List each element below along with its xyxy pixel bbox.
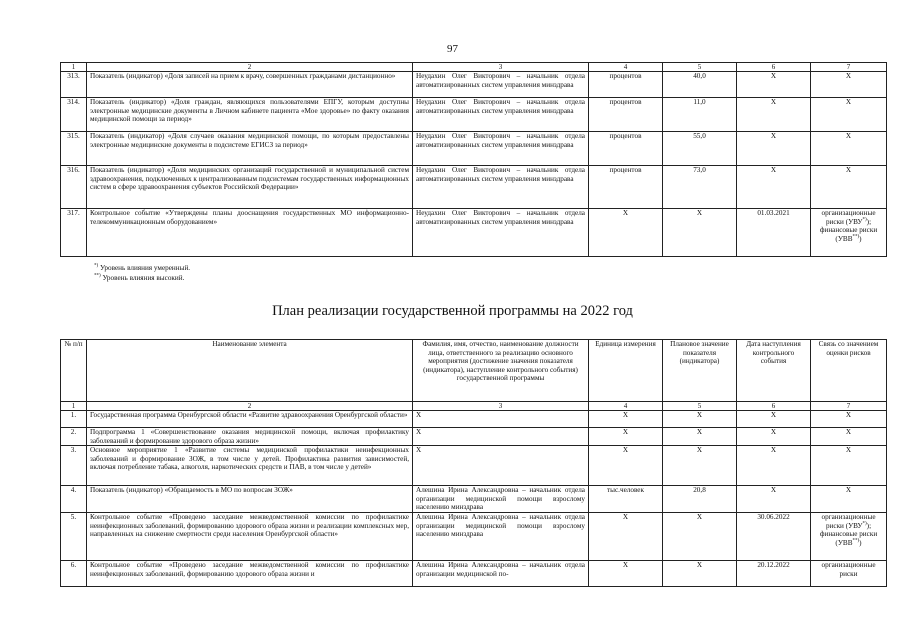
event-date-cell: X [737, 98, 811, 132]
risk-link-cell: X [811, 411, 887, 428]
header-plan: Плановое значение показателя (индикатора) [663, 340, 737, 402]
responsible-person-cell: X [413, 411, 589, 428]
event-date-cell: X [737, 132, 811, 166]
row-number-cell: 4. [61, 486, 87, 513]
table-row [61, 209, 887, 257]
plan-value-cell: X [663, 513, 737, 561]
column-index-cell: 7 [811, 63, 887, 72]
element-name-cell: Контрольное событие «Проведено заседание межведомственной комиссии по профилактике неинфекционных заболеваний, формированию здорового образа жизни и [87, 561, 413, 587]
header-name: Наименование элемента [87, 340, 413, 402]
unit-cell: процентов [589, 72, 663, 98]
responsible-person-cell: Неудахин Олег Викторович – начальник отдела автоматизированных систем управления минздрава [413, 209, 589, 257]
row-number-cell: 313. [61, 72, 87, 98]
risk-link-cell: X [811, 486, 887, 513]
row-number-cell: 317. [61, 209, 87, 257]
column-index-cell: 5 [663, 63, 737, 72]
header-date: Дата наступления контрольного события [737, 340, 811, 402]
column-index-cell: 2 [87, 402, 413, 411]
risk-link-cell: X [811, 98, 887, 132]
column-index-cell: 6 [737, 63, 811, 72]
unit-cell: X [589, 446, 663, 486]
table-row [61, 166, 887, 209]
header-responsible: Фамилия, имя, отчество, наименование должности лица, ответственного за реализацию основного мероприятия (достижение значения показателя (индикатора), наступление контрольного события) государственной программы [413, 340, 589, 402]
element-name-cell: Показатель (индикатор) «Доля граждан, являющихся пользователями ЕПГУ, которым доступны электронные медицинские документы в Личном кабинете пациента «Мое здоровье» по факту оказания медицинской помощи за период» [87, 98, 413, 132]
unit-cell: тыс.человек [589, 486, 663, 513]
row-number-cell: 315. [61, 132, 87, 166]
plan-value-cell: X [663, 209, 737, 257]
column-index-cell: 7 [811, 402, 887, 411]
header-num: № п/п [61, 340, 87, 402]
unit-cell: процентов [589, 98, 663, 132]
footnotes [94, 264, 190, 283]
event-date-cell: X [737, 428, 811, 446]
plan-value-cell: X [663, 428, 737, 446]
column-index-cell: 6 [737, 402, 811, 411]
row-number-cell: 314. [61, 98, 87, 132]
table-row [61, 486, 887, 513]
column-index-row [61, 402, 887, 411]
footnote-2 [94, 274, 190, 284]
table-row [61, 561, 887, 587]
table-row [61, 428, 887, 446]
table-row [61, 446, 887, 486]
unit-cell: X [589, 513, 663, 561]
element-name-cell: Показатель (индикатор) «Обращаемость в МО по вопросам ЗОЖ» [87, 486, 413, 513]
footnote-mark-2: **) [94, 273, 101, 279]
risk-link-cell: X [811, 166, 887, 209]
column-index-cell: 3 [413, 63, 589, 72]
risk-link-cell: организационные риски (УВУ*)); финансовые риски (УВВ**)) [811, 513, 887, 561]
table-header-row [61, 340, 887, 402]
risk-link-cell: X [811, 428, 887, 446]
unit-cell: X [589, 428, 663, 446]
event-date-cell: X [737, 411, 811, 428]
unit-cell: процентов [589, 166, 663, 209]
table-row [61, 411, 887, 428]
table-row [61, 72, 887, 98]
column-index-cell: 1 [61, 63, 87, 72]
plan-value-cell: X [663, 411, 737, 428]
plan-value-cell: X [663, 446, 737, 486]
footnote-text-2: Уровень влияния высокий. [102, 273, 185, 282]
element-name-cell: Показатель (индикатор) «Доля медицинских организаций государственной и муниципальной систем здравоохранения, подключенных к централизованным подсистемам государственных информационных систем в сфере здравоохранения субъектов Российской Федерации» [87, 166, 413, 209]
table-program-2022 [60, 339, 887, 587]
footnote-1 [94, 264, 190, 274]
footnote-mark-1: *) [94, 263, 99, 269]
unit-cell: процентов [589, 132, 663, 166]
risk-link-cell: организационные риски [811, 561, 887, 587]
row-number-cell: 3. [61, 446, 87, 486]
table-row [61, 132, 887, 166]
responsible-person-cell: Неудахин Олег Викторович – начальник отдела автоматизированных систем управления минздрава [413, 132, 589, 166]
column-index-cell: 4 [589, 63, 663, 72]
responsible-person-cell: Алешина Ирина Александровна – начальник отдела организации медицинской помощи взрослому населению минздрава [413, 486, 589, 513]
risk-link-cell: X [811, 72, 887, 98]
row-number-cell: 316. [61, 166, 87, 209]
element-name-cell: Подпрограмма 1 «Совершенствование оказания медицинской помощи, включая профилактику заболеваний и формирование здорового образа жизни» [87, 428, 413, 446]
column-index-cell: 4 [589, 402, 663, 411]
risk-link-cell: X [811, 446, 887, 486]
event-date-cell: 30.06.2022 [737, 513, 811, 561]
element-name-cell: Показатель (индикатор) «Доля записей на прием к врачу, совершенных гражданами дистанционно» [87, 72, 413, 98]
responsible-person-cell: Алешина Ирина Александровна – начальник отдела организации медицинской по- [413, 561, 589, 587]
header-unit: Единица измерения [589, 340, 663, 402]
section-heading: План реализации государственной программы на 2022 год [272, 303, 633, 319]
event-date-cell: 01.03.2021 [737, 209, 811, 257]
unit-cell: X [589, 209, 663, 257]
plan-value-cell: 11,0 [663, 98, 737, 132]
plan-value-cell: X [663, 561, 737, 587]
footnote-text-1: Уровень влияния умеренный. [99, 264, 191, 272]
table-row [61, 513, 887, 561]
element-name-cell: Контрольное событие «Утверждены планы дооснащения государственных МО информационно-телекоммуникационным оборудованием» [87, 209, 413, 257]
column-index-cell: 1 [61, 402, 87, 411]
column-index-cell: 2 [87, 63, 413, 72]
plan-value-cell: 55,0 [663, 132, 737, 166]
plan-value-cell: 40,0 [663, 72, 737, 98]
plan-value-cell: 73,0 [663, 166, 737, 209]
unit-cell: X [589, 411, 663, 428]
plan-value-cell: 20,8 [663, 486, 737, 513]
table-row [61, 98, 887, 132]
column-index-row [61, 63, 887, 72]
page-number: 97 [447, 43, 458, 55]
table-program-2021-end [60, 62, 887, 257]
responsible-person-cell: Неудахин Олег Викторович – начальник отдела автоматизированных систем управления минздрава [413, 98, 589, 132]
responsible-person-cell: Неудахин Олег Викторович – начальник отдела автоматизированных систем управления минздрава [413, 72, 589, 98]
event-date-cell: 20.12.2022 [737, 561, 811, 587]
responsible-person-cell: X [413, 446, 589, 486]
row-number-cell: 5. [61, 513, 87, 561]
responsible-person-cell: Неудахин Олег Викторович – начальник отдела автоматизированных систем управления минздрава [413, 166, 589, 209]
element-name-cell: Основное мероприятие 1 «Развитие системы медицинской профилактики неинфекционных заболеваний и формирование ЗОЖ, в том числе у детей. Профилактика развития зависимостей, включая потребление табака, алкоголя, наркотических средств и ПАВ, в том числе у детей» [87, 446, 413, 486]
column-index-cell: 3 [413, 402, 589, 411]
element-name-cell: Государственная программа Оренбургской области «Развитие здравоохранения Оренбургской области» [87, 411, 413, 428]
event-date-cell: X [737, 486, 811, 513]
risk-link-cell: X [811, 132, 887, 166]
element-name-cell: Контрольное событие «Проведено заседание межведомственной комиссии по профилактике неинфекционных заболеваний, формированию здорового образа жизни и реализации комплексных мер, направленных на снижение смертности среди населения Оренбургской области» [87, 513, 413, 561]
row-number-cell: 1. [61, 411, 87, 428]
row-number-cell: 6. [61, 561, 87, 587]
element-name-cell: Показатель (индикатор) «Доля случаев оказания медицинской помощи, по которым предоставлены электронные медицинские документы в подсистеме ЕГИСЗ за период» [87, 132, 413, 166]
responsible-person-cell: X [413, 428, 589, 446]
row-number-cell: 2. [61, 428, 87, 446]
unit-cell: X [589, 561, 663, 587]
event-date-cell: X [737, 72, 811, 98]
responsible-person-cell: Алешина Ирина Александровна – начальник отдела организации медицинской помощи взрослому населению минздрава [413, 513, 589, 561]
column-index-cell: 5 [663, 402, 737, 411]
event-date-cell: X [737, 166, 811, 209]
event-date-cell: X [737, 446, 811, 486]
header-risk: Связь со значением оценки рисков [811, 340, 887, 402]
risk-link-cell: организационные риски (УВУ*)); финансовые риски (УВВ**)) [811, 209, 887, 257]
